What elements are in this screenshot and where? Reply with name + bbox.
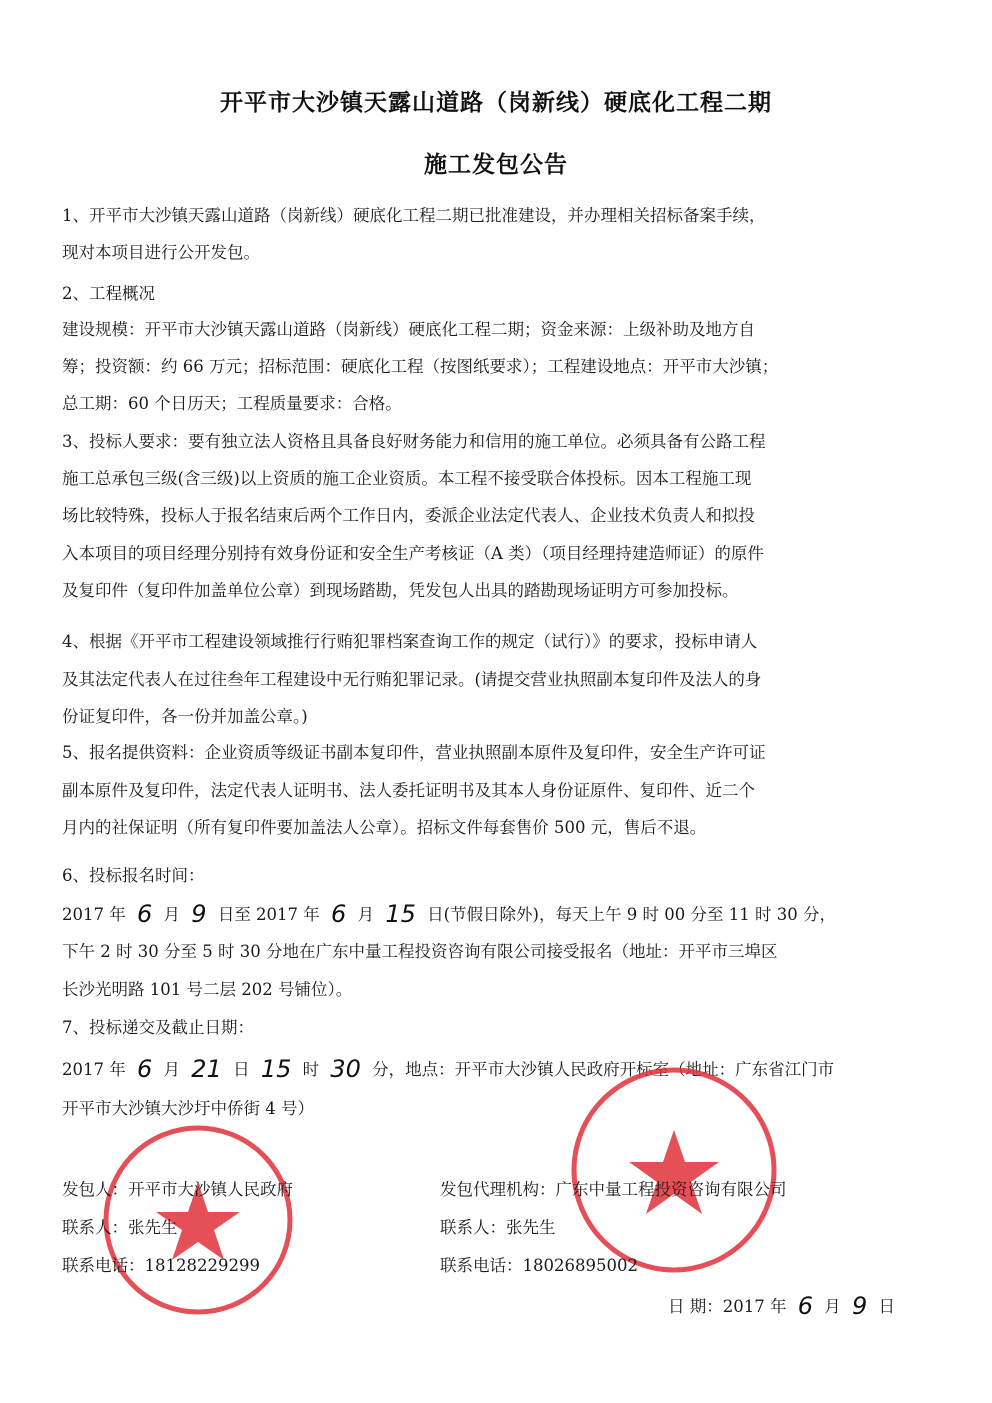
section-6-heading: 6、投标报名时间： — [62, 866, 205, 885]
day-text: 日 — [878, 1297, 896, 1316]
document-subtitle: 施工发包公告 — [424, 152, 568, 178]
issuer-phone: 联系电话：18128229299 — [62, 1256, 260, 1275]
hour-text: 时 — [302, 1060, 320, 1079]
section-6-line: 长沙光明路 101 号二层 202 号铺位）。 — [62, 980, 353, 999]
deadline-rest-text: 分，地点：开平市大沙镇人民政府开标室（地址：广东省江门市 — [372, 1060, 835, 1079]
section-3-line: 入本项目的项目经理分别持有效身份证和安全生产考核证（A 类）（项目经理持建造师证）的原件 — [62, 544, 764, 563]
agency-label: 发包代理机构：广东中量工程投资咨询有限公司 — [440, 1180, 787, 1199]
section-3-line: 3、投标人要求：要有独立法人资格且具备良好财务能力和信用的施工单位。必须具备有公路工程 — [62, 432, 766, 451]
section-1-line: 1、开平市大沙镇天露山道路（岗新线）硬底化工程二期已批准建设，并办理相关招标备案手续， — [62, 206, 766, 225]
handwritten-hour: 15 — [260, 1055, 292, 1083]
handwritten-minute: 30 — [330, 1055, 361, 1083]
month-text: 月 — [163, 1060, 181, 1079]
section-3-line: 场比较特殊，投标人于报名结束后两个工作日内，委派企业法定代表人、企业技术负责人和拟投 — [62, 506, 755, 525]
section-5-line: 月内的社保证明（所有复印件要加盖法人公章）。招标文件每套售价 500 元，售后不退。 — [62, 818, 707, 837]
handwritten-month: 6 — [137, 900, 153, 928]
day-text: 日至 2017 年 — [217, 905, 320, 924]
handwritten-day: 9 — [852, 1292, 868, 1320]
section-7-line: 开平市大沙镇大沙圩中侨街 4 号） — [62, 1099, 314, 1118]
agency-seal-stamp — [566, 1062, 782, 1278]
agency-contact: 联系人：张先生 — [440, 1218, 556, 1237]
section-6-line: 下午 2 时 30 分至 5 时 30 分地在广东中量工程投资咨询有限公司接受报名（地址：开平市三埠区 — [62, 942, 778, 961]
section-2-line: 总工期：60 个日历天；工程质量要求：合格。 — [62, 394, 402, 413]
issue-date — [668, 1294, 895, 1319]
registration-time-line — [62, 902, 932, 927]
issuer-label: 发包人：开平市大沙镇人民政府 — [62, 1180, 293, 1199]
section-4-line: 份证复印件，各一份并加盖公章。) — [62, 707, 308, 726]
section-3-line: 及复印件（复印件加盖单位公章）到现场踏勘，凭发包人出具的踏勘现场证明方可参加投标。 — [62, 581, 739, 600]
section-1-line: 现对本项目进行公开发包。 — [62, 243, 260, 262]
section-2-heading: 2、工程概况 — [62, 284, 155, 303]
month-text: 月 — [163, 905, 181, 924]
issuer-contact: 联系人：张先生 — [62, 1218, 178, 1237]
agency-phone: 联系电话：18026895002 — [440, 1256, 638, 1275]
day-text: 日 — [233, 1060, 250, 1079]
month-text: 月 — [824, 1297, 841, 1316]
document-title: 开平市大沙镇天露山道路（岗新线）硬底化工程二期 — [220, 90, 772, 116]
section-4-line: 4、根据《开平市工程建设领域推行行贿犯罪档案查询工作的规定（试行）》的要求，投标申请人 — [62, 632, 758, 651]
handwritten-month: 6 — [137, 1055, 153, 1083]
date-prefix: 日 期：2017 年 — [668, 1297, 787, 1316]
section-7-heading: 7、投标递交及截止日期： — [62, 1018, 254, 1037]
year-text: 2017 年 — [62, 1060, 126, 1079]
section-2-line: 筹；投资额：约 66 万元；招标范围：硬底化工程（按图纸要求）；工程建设地点：开平市大沙镇； — [62, 357, 779, 376]
section-3-line: 施工总承包三级(含三级)以上资质的施工企业资质。本工程不接受联合体投标。因本工程施工现 — [62, 469, 752, 488]
deadline-line — [62, 1057, 932, 1082]
section-5-line: 副本原件及复印件，法定代表人证明书、法人委托证明书及其本人身份证原件、复印件、近二个 — [62, 781, 755, 800]
handwritten-day: 15 — [385, 900, 416, 928]
handwritten-day: 21 — [191, 1055, 222, 1083]
section-4-line: 及其法定代表人在过往叁年工程建设中无行贿犯罪记录。(请提交营业执照副本复印件及法人的身 — [62, 670, 762, 689]
year-text: 2017 年 — [62, 905, 126, 924]
month-text: 月 — [357, 905, 375, 924]
handwritten-month: 6 — [331, 900, 347, 928]
handwritten-month: 6 — [797, 1292, 814, 1320]
time-rest-text: 日(节假日除外)，每天上午 9 时 00 分至 11 时 30 分， — [427, 905, 836, 924]
section-5-line: 5、报名提供资料：企业资质等级证书副本复印件，营业执照副本原件及复印件，安全生产许可证 — [62, 743, 766, 762]
handwritten-day: 9 — [191, 900, 207, 928]
section-2-line: 建设规模：开平市大沙镇天露山道路（岗新线）硬底化工程二期；资金来源：上级补助及地方自 — [62, 320, 755, 339]
